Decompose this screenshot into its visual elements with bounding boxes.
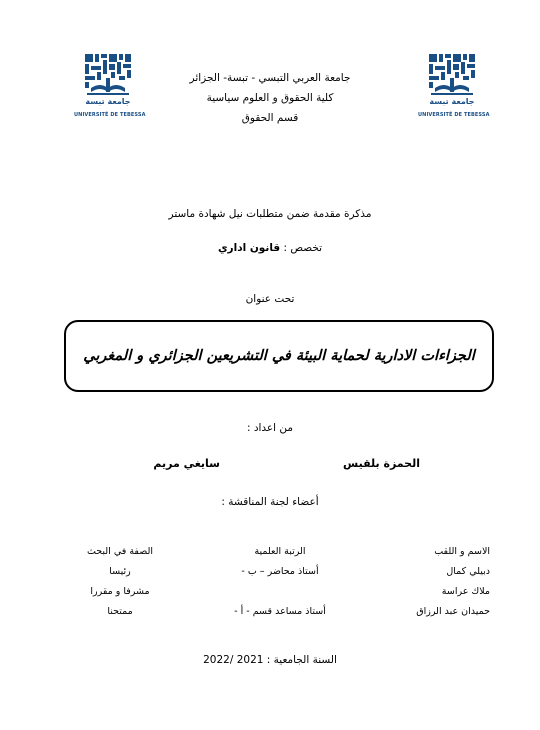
jury-label: أعضاء لجنة المناقشة : [221,496,319,508]
academic-year: السنة الجامعية : 2021 /2022 [203,654,337,666]
jury-name: دبيلي كمال [446,566,490,577]
logo-latin-text: UNIVERSITÉ DE TEBESSA [418,112,490,118]
table-header-row [80,546,490,566]
jury-role: ممتحنا [107,606,133,617]
jury-rank [200,586,360,606]
logo-arabic-text: جامعة تبسة [429,97,475,106]
table-row [80,586,490,606]
header-role: الصفة في البحث [86,546,154,557]
prepared-by-label: من اعداد : [246,422,294,434]
logo-latin-text: UNIVERSITÉ DE TEBESSA [74,112,146,118]
table-row [80,606,490,626]
specialty-line [0,242,540,254]
jury-name: حميدان عبد الرزاق [416,606,490,617]
specialty-label: تخصص : [280,242,323,254]
jury-table [80,546,490,626]
thesis-title-box [64,320,494,392]
table-row [80,566,490,586]
thesis-title: الجزاءات الادارية لحماية البيئة في التشريعين الجزائري و المغربي [83,348,475,364]
jury-rank: أستاذ مساعد قسم - أ - [234,606,326,617]
header-rank: الرتبة العلمية [254,546,306,557]
title-label: تحت عنوان [245,293,295,305]
specialty-value: قانون اداري [217,242,281,254]
thesis-purpose: مذكرة مقدمة ضمن متطلبات نيل شهادة ماستر [168,208,372,220]
jury-rank: أستاذ محاضر – ب - [241,566,319,577]
faculty-name: كلية الحقوق و العلوم سياسية [206,92,334,104]
author-2: سايغي مريم [153,457,220,470]
jury-role: مشرفا و مقررا [90,586,150,597]
author-1: الحمزة بلقيس [343,457,420,470]
jury-name: ملاك عراسة [441,586,490,597]
jury-role: رئيسا [109,566,131,577]
header-name: الاسم و اللقب [434,546,490,557]
logo-arabic-text: جامعة تبسة [85,97,131,106]
university-name: جامعة العربي التبسي - تبسة- الجزائر [189,72,351,84]
department-name: قسم الحقوق [241,112,299,124]
